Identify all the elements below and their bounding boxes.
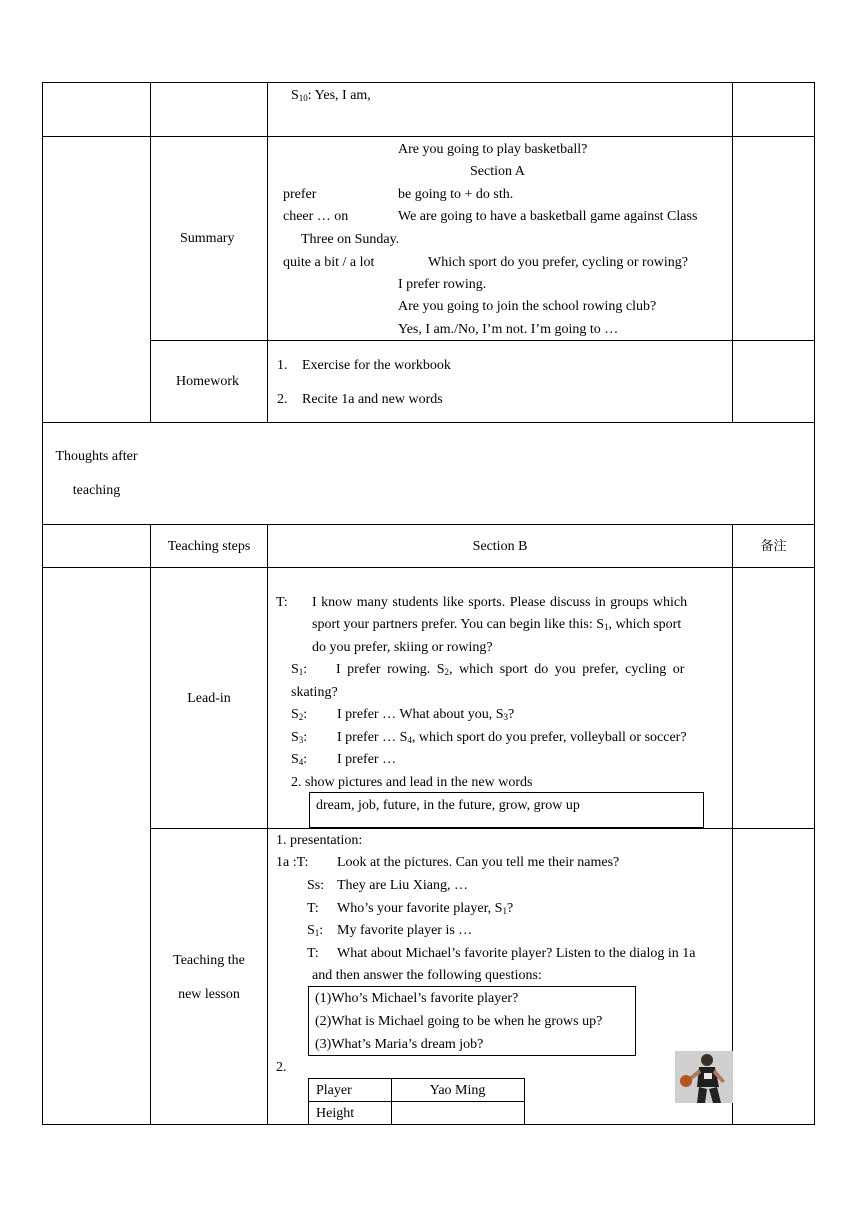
summary-label: Summary [180,231,235,246]
summary-line: Three on Sunday. [301,232,400,247]
table-row-line [42,567,815,568]
question: (3)What’s Maria’s dream job? [315,1037,484,1052]
dialog-line: do you prefer, skiing or rowing? [312,640,493,655]
summary-line: be going to + do sth. [398,187,514,202]
dialog-line: I prefer … $S_4$, which sport do you prefer, volleyball or soccer? [337,730,687,745]
question: (1)Who’s Michael’s favorite player? [315,991,519,1006]
header-section-b: Section B [472,539,528,554]
player-table-line [308,1101,524,1102]
summary-line: Yes, I am./No, I’m not. I’m going to … [398,322,619,337]
table-border-top [42,82,815,83]
new-words: dream, job, future, in the future, grow, grow up [316,798,580,813]
summary-line: We are going to have a basketball game against Class [398,209,698,224]
speaker: T: [307,901,319,916]
question: (2)What is Michael going to be when he grows up? [315,1014,603,1029]
table-row-line [42,422,815,423]
speaker: T: [276,595,288,610]
speaker: $S_4$: [291,752,308,767]
homework-label: Homework [176,374,239,389]
speaker: $S_1$: [291,662,308,677]
player-table-cell: Player [316,1083,352,1098]
dialog-line: skating? [291,685,338,700]
table-border-left [42,82,43,1125]
step-text: 1. presentation: [276,833,363,848]
header-notes: 备注 [760,539,787,554]
table-row-line [150,340,815,341]
dialog-line: I prefer rowing. $S_2$, which sport do you prefer, cycling or [336,662,685,677]
speaker: $S_1$: [307,923,324,938]
summary-word: cheer … on [283,209,349,224]
dialog-line: I prefer … What about you, $S_3$? [337,707,515,722]
dialog-line: and then answer the following questions: [312,968,542,983]
table-divider [267,82,268,422]
dialog-line: Look at the pictures. Can you tell me their names? [337,855,620,870]
summary-word: prefer [283,187,317,202]
homework-item-number: 1. [277,358,288,373]
table-divider [150,524,151,1125]
step-text: 2. [276,1060,287,1075]
s10-answer: $S_{10}$: Yes, I am, [291,88,371,103]
table-divider [150,82,151,422]
dialog-line: They are Liu Xiang, … [337,878,469,893]
summary-line: Are you going to join the school rowing club? [398,299,657,314]
summary-line: Which sport do you prefer, cycling or rowing? [428,255,688,270]
summary-line: I prefer rowing. [398,277,487,292]
leadin-label: Lead-in [187,691,231,706]
dialog-line: I know many students like sports. Please discuss in groups which [312,595,688,610]
dialog-line: sport your partners prefer. You can begin like this: $S_1$, which sport [312,617,682,632]
table-border-right [814,82,815,1125]
table-row-line [150,828,815,829]
speaker: $S_3$: [291,730,308,745]
homework-item: Exercise for the workbook [302,358,451,373]
table-divider [732,82,733,422]
homework-item-number: 2. [277,392,288,407]
header-teaching-steps: Teaching steps [167,539,251,554]
table-row-line [42,524,815,525]
summary-section: Section A [470,164,525,179]
table-row-line [42,136,815,137]
dialog-line: My favorite player is … [337,923,473,938]
thoughts-label: Thoughts after [55,449,138,464]
player-table-cell: Height [316,1106,355,1121]
basketball-player-photo [675,1051,733,1103]
player-table-cell: Yao Ming [429,1083,486,1098]
newlesson-label: Teaching the [173,953,245,968]
newlesson-label: new lesson [178,987,240,1002]
summary-title: Are you going to play basketball? [398,142,588,157]
thoughts-label: teaching [72,483,121,498]
speaker: Ss: [307,878,325,893]
dialog-line: Who’s your favorite player, $S_1$? [337,901,514,916]
summary-word: quite a bit / a lot [283,255,375,270]
dialog-line: I prefer … [337,752,397,767]
step-text: 2. show pictures and lead in the new words [291,775,533,790]
dialog-line: What about Michael’s favorite player? Listen to the dialog in 1a [337,946,696,961]
homework-item: Recite 1a and new words [302,392,443,407]
table-divider [267,524,268,1125]
table-divider [732,524,733,1125]
speaker: 1a :T: [276,855,309,870]
speaker: $S_2$: [291,707,308,722]
speaker: T: [307,946,319,961]
